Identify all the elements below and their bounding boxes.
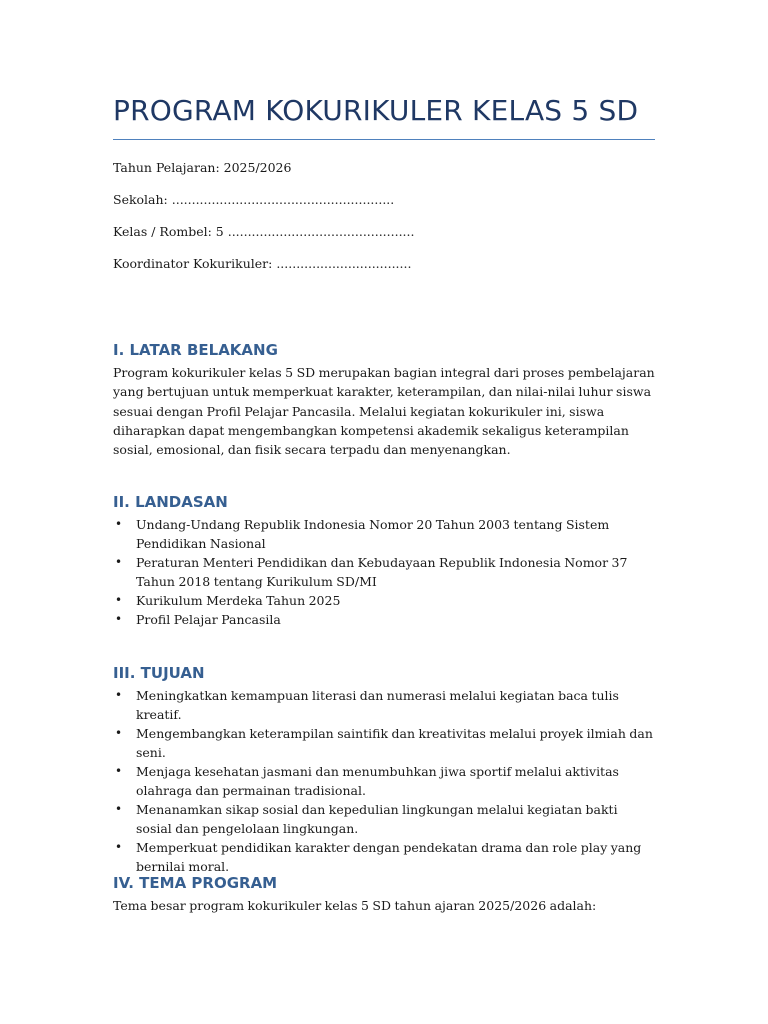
section-latar-belakang	[113, 341, 655, 459]
list-item	[113, 591, 655, 610]
bullet-icon: •	[115, 555, 123, 569]
document-title: PROGRAM KOKURIKULER KELAS 5 SD	[113, 94, 639, 127]
section-heading: II. LANDASAN	[113, 493, 228, 511]
list-item-text: Profil Pelajar Pancasila	[136, 612, 281, 627]
list-item-text: Memperkuat pendidikan karakter dengan pendekatan drama dan role play yang bernilai moral.	[136, 840, 642, 874]
bullet-list	[113, 515, 655, 629]
document-meta	[113, 160, 655, 288]
list-item-text: Undang-Undang Republik Indonesia Nomor 20 Tahun 2003 tentang Sistem Pendidikan Nasional	[136, 517, 610, 551]
list-item-text: Peraturan Menteri Pendidikan dan Kebudayaan Republik Indonesia Nomor 37 Tahun 2018 tentang Kurikulum SD/MI	[136, 555, 628, 589]
list-item-text: Mengembangkan keterampilan saintifik dan kreativitas melalui proyek ilmiah dan seni.	[136, 726, 653, 760]
list-item	[113, 724, 655, 762]
section-heading: IV. TEMA PROGRAM	[113, 874, 278, 892]
list-item	[113, 610, 655, 629]
bullet-list	[113, 686, 655, 876]
bullet-icon: •	[115, 840, 123, 854]
list-item-text: Menjaga kesehatan jasmani dan menumbuhkan jiwa sportif melalui aktivitas olahraga dan permainan tradisional.	[136, 764, 619, 798]
list-item	[113, 800, 655, 838]
section-tema-program	[113, 874, 655, 915]
list-item	[113, 553, 655, 591]
list-item-text: Kurikulum Merdeka Tahun 2025	[136, 593, 341, 608]
section-heading: I. LATAR BELAKANG	[113, 341, 278, 359]
list-item	[113, 762, 655, 800]
meta-class: Kelas / Rombel: 5 ...............................................	[113, 224, 415, 239]
section-paragraph: Tema besar program kokurikuler kelas 5 SD tahun ajaran 2025/2026 adalah:	[113, 898, 597, 913]
meta-school: Sekolah: ........................................................	[113, 192, 395, 207]
section-landasan	[113, 493, 655, 629]
list-item	[113, 515, 655, 553]
section-paragraph: Program kokurikuler kelas 5 SD merupakan bagian integral dari proses pembelajaran yang bertujuan untuk memperkuat karakter, keterampilan, dan nilai-nilai luhur siswa sesuai dengan Profil Pelajar Pancasila. Melalui kegiatan kokurikuler ini, siswa diharapkan dapat mengembangkan kompetensi akademik sekaligus keterampilan sosial, emosional, dan fisik secara terpadu dan menyenangkan.	[113, 365, 655, 458]
list-item	[113, 686, 655, 724]
meta-school-year: Tahun Pelajaran: 2025/2026	[113, 160, 292, 175]
bullet-icon: •	[115, 612, 123, 626]
bullet-icon: •	[115, 688, 123, 702]
list-item-text: Meningkatkan kemampuan literasi dan numerasi melalui kegiatan baca tulis kreatif.	[136, 688, 619, 722]
bullet-icon: •	[115, 764, 123, 778]
bullet-icon: •	[115, 517, 123, 531]
bullet-icon: •	[115, 802, 123, 816]
bullet-icon: •	[115, 593, 123, 607]
list-item	[113, 838, 655, 876]
section-heading: III. TUJUAN	[113, 664, 205, 682]
section-tujuan	[113, 664, 655, 876]
title-underline	[113, 139, 655, 140]
meta-coordinator: Koordinator Kokurikuler: ..................................	[113, 256, 412, 271]
list-item-text: Menanamkan sikap sosial dan kepedulian lingkungan melalui kegiatan bakti sosial dan pengelolaan lingkungan.	[136, 802, 618, 836]
bullet-icon: •	[115, 726, 123, 740]
